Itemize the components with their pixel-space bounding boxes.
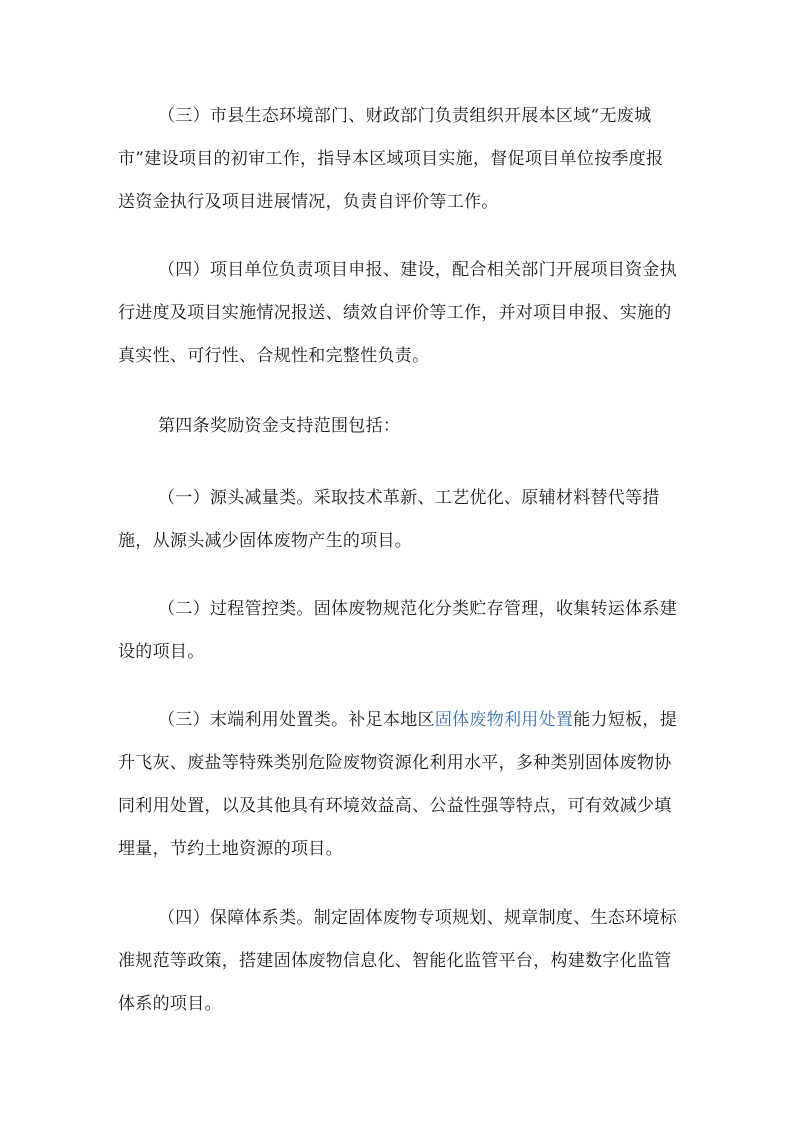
paragraph-text: （二）过程管控类。固体废物规范化分类贮存管理，收集转运体系建设的项目。	[118, 599, 677, 662]
paragraph-city-county-duties	[118, 95, 678, 224]
paragraph-text: 第四条奖励资金支持范围包括：	[158, 416, 401, 436]
paragraph-source-reduction	[118, 477, 678, 563]
paragraph-text: （一）源头减量类。采取技术革新、工艺优化、原辅材料替代等措施，从源头减少固体废物产生的项目。	[118, 488, 660, 551]
solid-waste-disposal-link[interactable]: 固体废物利用处置	[434, 710, 574, 730]
paragraph-end-utilization	[118, 699, 678, 871]
paragraph-process-control	[118, 588, 678, 674]
paragraph-text-before: （三）末端利用处置类。补足本地区	[158, 710, 435, 730]
paragraph-project-unit-duties	[118, 249, 678, 378]
paragraph-text: （四）保障体系类。制定固体废物专项规划、规章制度、生态环境标准规范等政策，搭建固体废物信息化、智能化监管平台，构建数字化监管体系的项目。	[118, 908, 677, 1014]
paragraph-article-four-heading	[118, 405, 678, 448]
paragraph-text: （四）项目单位负责项目申报、建设，配合相关部门开展项目资金执行进度及项目实施情况报送、绩效自评价等工作，并对项目申报、实施的真实性、可行性、合规性和完整性负责。	[118, 260, 677, 366]
paragraph-text: （三）市县生态环境部门、财政部门负责组织开展本区域“无废城市”建设项目的初审工作，指导本区域项目实施，督促项目单位按季度报送资金执行及项目进展情况，负责自评价等工作。	[118, 106, 664, 212]
paragraph-support-system	[118, 897, 678, 1026]
paragraph-text-after: 能力短板，提升飞灰、废盐等特殊类别危险废物资源化利用水平，多种类别固体废物协同利用处置，以及其他具有环境效益高、公益性强等特点，可有效减少填埋量，节约土地资源的项目。	[118, 710, 678, 859]
